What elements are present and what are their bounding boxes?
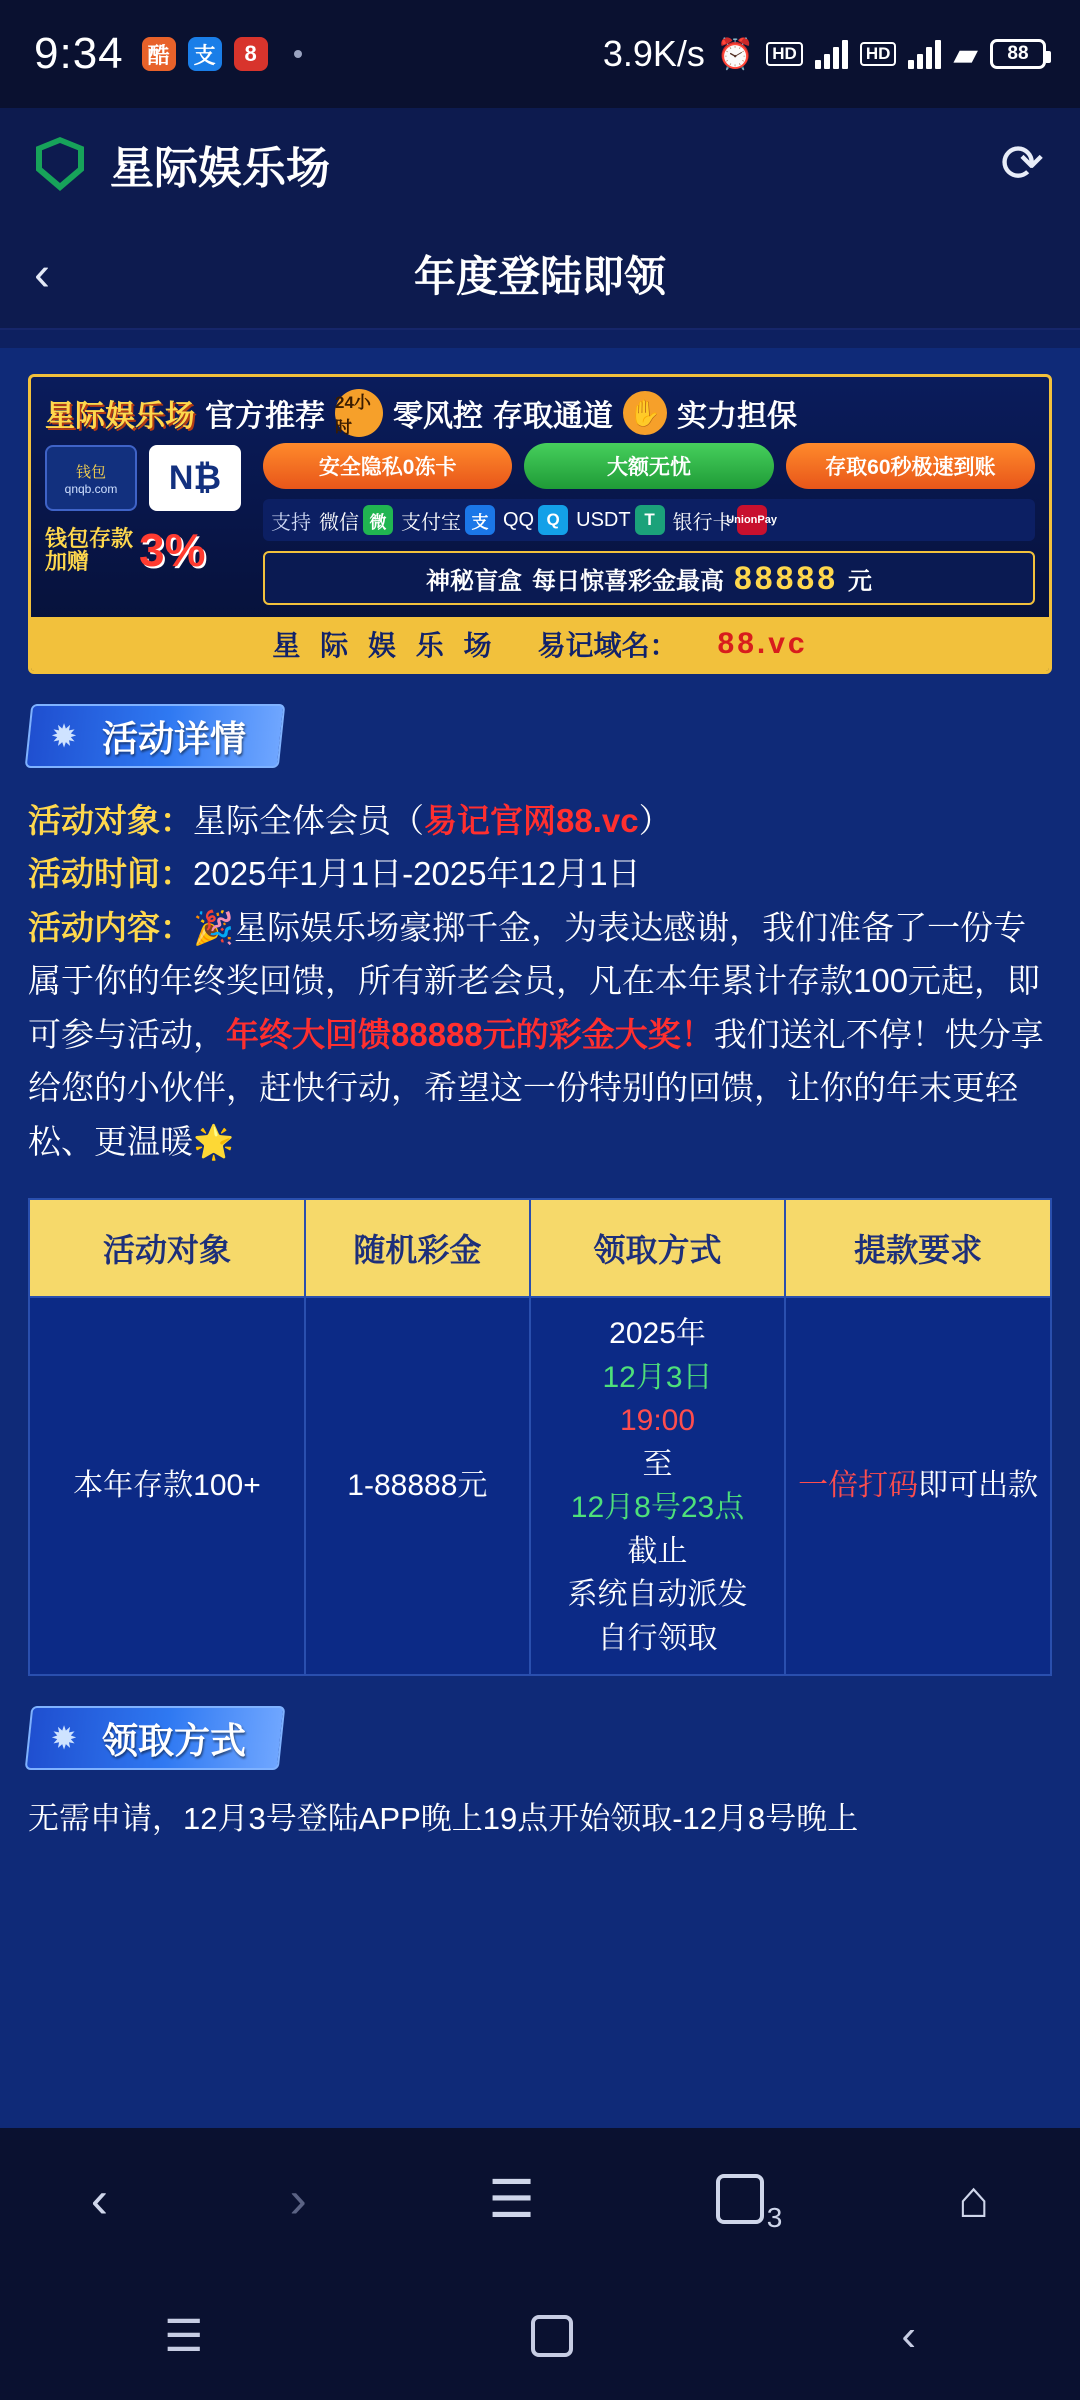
- badge-24h-icon: 24小时: [335, 389, 383, 437]
- home-square-icon[interactable]: [531, 2315, 573, 2357]
- browser-menu-button[interactable]: ☰: [488, 2171, 535, 2229]
- mystery-label: 神秘盲盒: [426, 567, 522, 595]
- deposit-bonus-line1: 钱包存款: [45, 525, 134, 551]
- banner-no-risk: 零风控: [393, 400, 483, 433]
- payment-methods-row: [263, 499, 1035, 541]
- browser-back-button[interactable]: ‹: [90, 2171, 109, 2229]
- browser-home-button[interactable]: ⌂: [957, 2171, 990, 2229]
- page-content: [0, 348, 1080, 2128]
- claim-method-text: 无需申请，12月3号登陆APP晚上19点开始领取-12月8号晚上: [28, 1801, 859, 1837]
- promo-banner[interactable]: [28, 374, 1052, 674]
- banner-left-block: [45, 445, 255, 577]
- mystery-unit: 元: [847, 567, 872, 595]
- page-header: [0, 220, 1080, 330]
- pill-privacy: 安全隐私0冻卡: [263, 443, 512, 489]
- app-title: 星际娱乐场: [110, 144, 330, 193]
- alipay-badge-icon: 支: [465, 505, 495, 535]
- app-icon-orange: 酷: [142, 37, 176, 71]
- status-clock: 9:34: [34, 29, 124, 78]
- detail-content-part2: 我们送礼不停！快分享给您的小伙伴，赶快行动，希望这一份特别的回馈，让你的年末更轻松、更温暖🌟: [28, 1015, 1044, 1160]
- table-header-bonus: 随机彩金: [305, 1199, 530, 1297]
- section-details-title: 活动详情: [102, 717, 247, 759]
- hd-badge-2: HD: [860, 42, 897, 66]
- banner-right-block: [263, 443, 1035, 605]
- status-bar: [0, 0, 1080, 108]
- page-title: 年度登陆即领: [413, 253, 666, 300]
- claim-line-2: 12月3日: [602, 1360, 713, 1394]
- claim-line-6: 截止: [627, 1534, 688, 1568]
- back-button[interactable]: ‹: [34, 247, 50, 301]
- table-header-row: [29, 1199, 1051, 1297]
- detail-content-highlight: 年终大回馈88888元的彩金大奖！: [226, 1015, 714, 1053]
- cell-bonus: 1-88888元: [305, 1297, 530, 1675]
- claim-line-5: 12月8号23点: [570, 1491, 745, 1525]
- banner-headline-row: [31, 377, 1049, 441]
- banner-guarantee: 实力担保: [677, 400, 797, 433]
- detail-time-row: [28, 847, 1052, 900]
- star-emblem-icon: ✹: [50, 718, 78, 754]
- detail-target-domain: 易记官网88.vc: [424, 802, 639, 839]
- payment-bank: [672, 505, 777, 535]
- detail-target-row: [28, 794, 1052, 847]
- banner-footer-brand: 星 际 娱 乐 场: [272, 630, 498, 661]
- recents-icon[interactable]: ☰: [163, 2311, 204, 2361]
- signal-bars-2: [908, 39, 941, 69]
- star-emblem-icon-2: ✹: [50, 1720, 78, 1757]
- browser-toolbar: [0, 2128, 1080, 2272]
- withdraw-rest: 即可出款: [918, 1469, 1039, 1503]
- alipay-icon: 支: [188, 37, 222, 71]
- refresh-icon[interactable]: ⟳: [1000, 135, 1044, 193]
- banner-channel: 存取通道: [493, 400, 613, 433]
- table-header-target: 活动对象: [29, 1199, 305, 1297]
- app-icon-red: 8: [234, 37, 268, 71]
- payment-qq-label: QQ: [503, 508, 535, 531]
- activity-table: [28, 1198, 1052, 1676]
- detail-content-row: [28, 901, 1052, 1168]
- pill-fast: 存取60秒极速到账: [786, 443, 1035, 489]
- claim-line-7: 系统自动派发: [567, 1578, 748, 1612]
- section-heading-details: [25, 704, 286, 768]
- payment-alipay-label: 支付宝: [401, 511, 461, 534]
- banner-footer: [31, 617, 1049, 671]
- mystery-amount: 88888: [734, 559, 838, 596]
- usdt-icon: T: [635, 505, 665, 535]
- no-btc-icon: N₿: [149, 445, 241, 511]
- activity-details-text: [28, 794, 1052, 1168]
- battery-level: 88: [1007, 43, 1029, 64]
- back-icon[interactable]: ‹: [901, 2311, 916, 2360]
- hand-icon: ✋: [623, 391, 667, 435]
- wifi-icon: ▰: [953, 36, 978, 72]
- payment-qq: [503, 505, 568, 535]
- payment-usdt: [576, 505, 664, 535]
- detail-content-part1: 星际娱乐场豪掷千金，为表达感谢，我们准备了一份专属于你的年终奖回馈，所有新老会员，凡在本年累计存款100元起，即可参与活动，: [28, 908, 1041, 1053]
- payment-bank-label: 银行卡: [672, 511, 733, 534]
- banner-brand: 星际娱乐场: [45, 400, 195, 433]
- detail-content-label: 活动内容：: [28, 908, 193, 946]
- table-header-withdraw: 提款要求: [785, 1199, 1051, 1297]
- cell-claim: [530, 1297, 786, 1675]
- wechat-icon: 微: [363, 505, 393, 535]
- cell-target: 本年存款100+: [29, 1297, 305, 1675]
- deposit-bonus-percent: 3%: [139, 524, 206, 576]
- wallet-domain: qnqb.com: [64, 481, 118, 496]
- tabs-count: 3: [766, 2202, 783, 2233]
- banner-footer-label: 易记域名：: [537, 630, 678, 661]
- deposit-bonus-line2: 加赠: [45, 549, 90, 574]
- signal-bars-1: [815, 39, 848, 69]
- unionpay-icon: UnionPay: [737, 505, 767, 535]
- battery-indicator: [990, 39, 1046, 69]
- detail-time-label: 活动时间：: [28, 855, 193, 893]
- payment-wechat-label: 微信: [319, 511, 359, 534]
- cell-withdraw: [785, 1297, 1051, 1675]
- pill-amount: 大额无忧: [524, 443, 773, 489]
- table-header-claim: 领取方式: [530, 1199, 786, 1297]
- browser-forward-button[interactable]: ›: [289, 2171, 307, 2229]
- banner-headline: 官方推荐: [205, 400, 325, 433]
- wallet-label: 钱包: [75, 463, 106, 481]
- status-notification-icons: [142, 37, 302, 71]
- hd-badge-1: HD: [766, 42, 803, 66]
- app-bar: [0, 108, 1080, 220]
- banner-footer-domain: 88.vc: [717, 627, 808, 660]
- payment-alipay: [401, 505, 495, 535]
- browser-tabs-button[interactable]: [716, 2170, 783, 2233]
- payment-support-label: 支持: [271, 511, 311, 534]
- detail-time-value: 2025年1月1日-2025年12月1日: [193, 855, 641, 893]
- mystery-desc: 每日惊喜彩金最高: [532, 567, 724, 595]
- claim-line-1: 2025年: [609, 1317, 706, 1351]
- wallet-icon: [45, 445, 137, 511]
- qq-icon: Q: [538, 505, 568, 535]
- network-speed: 3.9K/s: [602, 33, 705, 74]
- payment-wechat: [319, 505, 393, 535]
- party-popper-icon: 🎉: [193, 908, 235, 946]
- claim-line-4: 至: [642, 1447, 673, 1481]
- detail-target-post: ）: [638, 802, 672, 839]
- detail-target-label: 活动对象：: [28, 802, 193, 839]
- tabs-icon: [716, 2174, 764, 2224]
- section-claim-title: 领取方式: [102, 1719, 247, 1761]
- payment-usdt-label: USDT: [576, 508, 631, 531]
- alarm-icon: ⏰: [716, 37, 755, 71]
- table-row: [29, 1297, 1051, 1675]
- claim-line-3: 19:00: [619, 1404, 696, 1438]
- android-nav-bar: [0, 2272, 1080, 2400]
- deposit-bonus: [45, 523, 255, 577]
- mystery-box-row: [263, 551, 1035, 605]
- withdraw-highlight: 一倍打码: [798, 1469, 919, 1503]
- section-heading-claim: [25, 1706, 286, 1770]
- status-more-dot: [294, 50, 302, 58]
- shield-icon: [36, 137, 84, 191]
- claim-line-8: 自行领取: [597, 1621, 718, 1655]
- detail-target-pre: 星际全体会员（: [193, 802, 424, 839]
